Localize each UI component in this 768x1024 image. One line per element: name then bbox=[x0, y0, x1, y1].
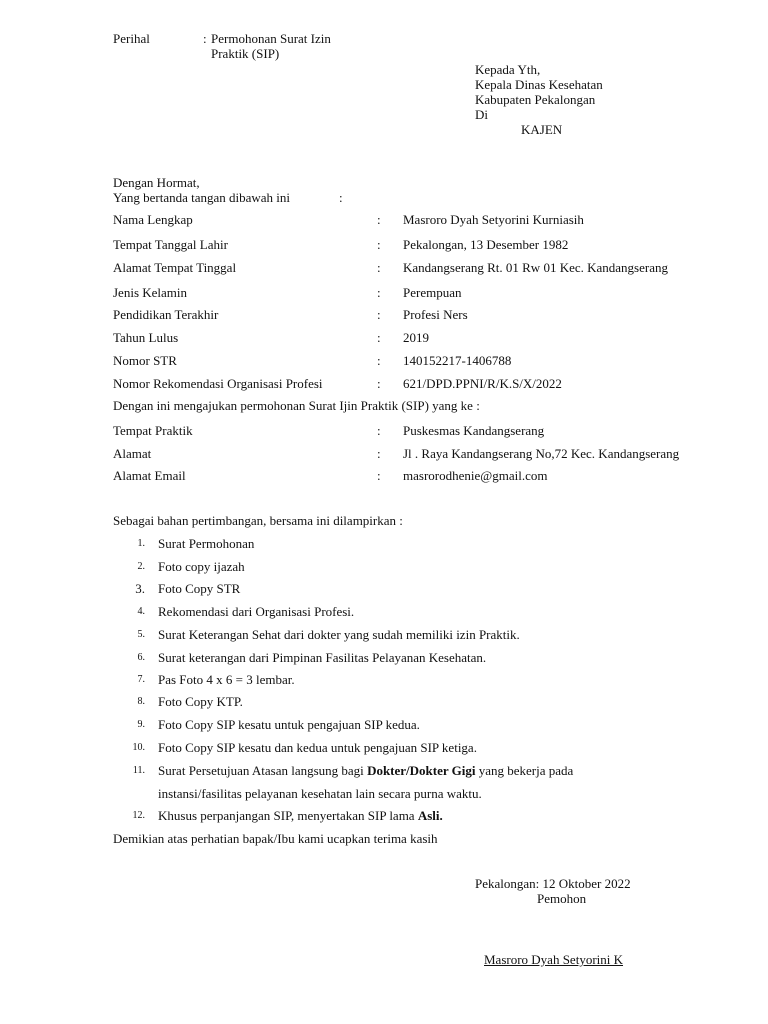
field-colon: : bbox=[377, 237, 381, 252]
field-label-rekomendasi: Nomor Rekomendasi Organisasi Profesi bbox=[113, 376, 323, 391]
list-item: Foto copy ijazah bbox=[158, 559, 245, 574]
field-colon: : bbox=[377, 212, 381, 227]
field-label-tahun-lulus: Tahun Lulus bbox=[113, 330, 179, 345]
field-label-pendidikan: Pendidikan Terakhir bbox=[113, 307, 219, 322]
list-item-bold-text: Asli. bbox=[417, 808, 443, 823]
perihal-value-line1: Permohonan Surat Izin bbox=[211, 31, 331, 46]
recipient-line3: Kabupaten Pekalongan bbox=[475, 92, 596, 107]
field-label-jenis-kelamin: Jenis Kelamin bbox=[113, 285, 188, 300]
field-value-tempat-praktik: Puskesmas Kandangserang bbox=[403, 423, 545, 438]
list-item bbox=[158, 808, 443, 824]
field-label-alamat-praktik: Alamat bbox=[113, 446, 152, 461]
signer-name: Masroro Dyah Setyorini K bbox=[484, 952, 624, 967]
list-item: Surat Keterangan Sehat dari dokter yang sudah memiliki izin Praktik. bbox=[158, 627, 520, 642]
field-colon: : bbox=[377, 423, 381, 438]
field-value-alamat-tinggal: Kandangserang Rt. 01 Rw 01 Kec. Kandangserang bbox=[403, 260, 668, 275]
field-colon: : bbox=[377, 307, 381, 322]
list-item-number: 12. bbox=[132, 810, 145, 821]
field-value-str: 140152217-1406788 bbox=[403, 353, 512, 368]
field-value-tahun-lulus: 2019 bbox=[403, 330, 429, 345]
list-item: Foto Copy SIP kesatu untuk pengajuan SIP kedua. bbox=[158, 717, 420, 732]
field-colon: : bbox=[377, 468, 381, 483]
list-item: Pas Foto 4 x 6 = 3 lembar. bbox=[158, 672, 295, 687]
field-value-jenis-kelamin: Perempuan bbox=[403, 285, 462, 300]
list-item-number: 7. bbox=[137, 674, 145, 685]
list-item-number: 1. bbox=[137, 538, 145, 549]
list-item: Surat keterangan dari Pimpinan Fasilitas Pelayanan Kesehatan. bbox=[158, 650, 487, 665]
recipient-line2: Kepala Dinas Kesehatan bbox=[475, 77, 603, 92]
list-item: Surat Permohonan bbox=[158, 536, 255, 551]
request-line: Dengan ini mengajukan permohonan Surat Ijin Praktik (SIP) yang ke : bbox=[113, 398, 480, 413]
list-item-number: 4. bbox=[137, 606, 145, 617]
list-item-text: Khusus perpanjangan SIP, menyertakan SIP lama bbox=[158, 808, 418, 823]
field-value-rekomendasi: 621/DPD.PPNI/R/K.S/X/2022 bbox=[403, 376, 562, 391]
field-colon: : bbox=[377, 260, 381, 275]
perihal-label: Perihal bbox=[113, 31, 150, 46]
field-colon: : bbox=[377, 376, 381, 391]
place-date: Pekalongan: 12 Oktober 2022 bbox=[475, 876, 631, 891]
field-colon: : bbox=[377, 285, 381, 300]
field-value-ttl: Pekalongan, 13 Desember 1982 bbox=[403, 237, 569, 252]
field-value-pendidikan: Profesi Ners bbox=[403, 307, 468, 322]
list-item bbox=[158, 763, 573, 779]
field-value-nama: Masroro Dyah Setyorini Kurniasih bbox=[403, 212, 584, 227]
field-colon: : bbox=[377, 330, 381, 345]
recipient-line4: Di bbox=[475, 107, 488, 122]
list-item: Foto Copy SIP kesatu dan kedua untuk pengajuan SIP ketiga. bbox=[158, 740, 477, 755]
perihal-value-line2: Praktik (SIP) bbox=[211, 46, 280, 61]
field-value-email: masrorodhenie@gmail.com bbox=[403, 468, 548, 483]
signer-role: Pemohon bbox=[537, 891, 587, 906]
field-label-alamat-tinggal: Alamat Tempat Tinggal bbox=[113, 260, 237, 275]
list-item-text: yang bekerja pada bbox=[475, 763, 574, 778]
intro-text: Yang bertanda tangan dibawah ini bbox=[113, 190, 291, 205]
attachments-intro: Sebagai bahan pertimbangan, bersama ini dilampirkan : bbox=[113, 513, 403, 528]
field-colon: : bbox=[377, 353, 381, 368]
list-item-number: 5. bbox=[137, 629, 145, 640]
list-item: Foto Copy STR bbox=[158, 581, 241, 596]
list-item: Rekomendasi dari Organisasi Profesi. bbox=[158, 604, 355, 619]
list-item-text: Surat Persetujuan Atasan langsung bagi bbox=[158, 763, 368, 778]
recipient-city: KAJEN bbox=[521, 122, 563, 137]
list-item-number: 2. bbox=[137, 561, 145, 572]
list-item-number: 8. bbox=[137, 696, 145, 707]
list-item-bold-text: Dokter/Dokter Gigi bbox=[367, 763, 476, 778]
perihal-colon: : bbox=[203, 31, 207, 46]
field-value-alamat-praktik: Jl . Raya Kandangserang No,72 Kec. Kandangserang bbox=[403, 446, 680, 461]
list-item: Foto Copy KTP. bbox=[158, 694, 243, 709]
field-label-nama: Nama Lengkap bbox=[113, 212, 193, 227]
list-item-number: 10. bbox=[132, 742, 145, 753]
recipient-line1: Kepada Yth, bbox=[475, 62, 541, 77]
list-item-number: 9. bbox=[137, 719, 145, 730]
greeting: Dengan Hormat, bbox=[113, 175, 200, 190]
closing-text: Demikian atas perhatian bapak/Ibu kami ucapkan terima kasih bbox=[113, 831, 438, 846]
field-label-tempat-praktik: Tempat Praktik bbox=[113, 423, 193, 438]
intro-colon: : bbox=[339, 190, 343, 205]
list-item-continuation: instansi/fasilitas pelayanan kesehatan lain secara purna waktu. bbox=[158, 786, 482, 801]
list-item-number: 3. bbox=[135, 581, 145, 596]
field-colon: : bbox=[377, 446, 381, 461]
field-label-ttl: Tempat Tanggal Lahir bbox=[113, 237, 228, 252]
list-item-number: 11. bbox=[132, 765, 145, 776]
field-label-email: Alamat Email bbox=[113, 468, 186, 483]
list-item-number: 6. bbox=[137, 652, 145, 663]
field-label-str: Nomor STR bbox=[113, 353, 177, 368]
